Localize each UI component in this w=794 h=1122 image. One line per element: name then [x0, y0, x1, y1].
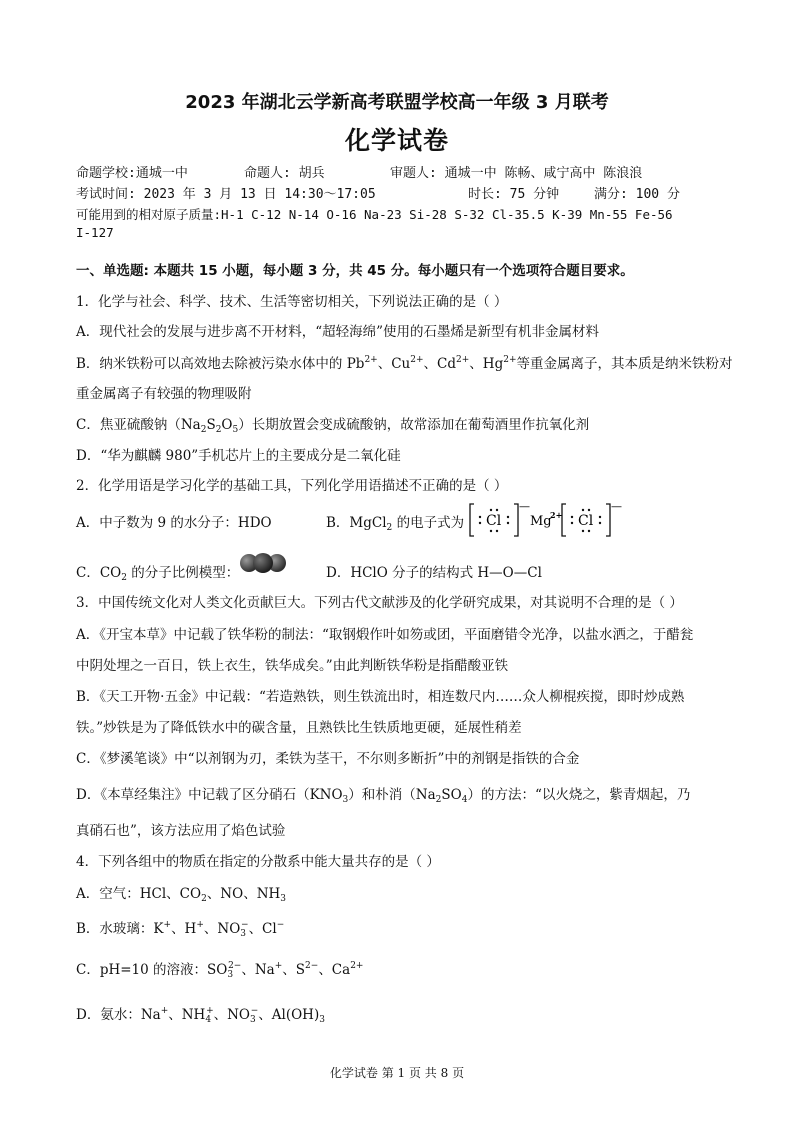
- subscript: 3: [240, 929, 247, 939]
- q1-option-c: [76, 413, 589, 435]
- section-heading: 一、单选题: 本题共 15 小题，每小题 3 分，共 45 分。每小题只有一个选项符合题目要求。: [76, 263, 634, 279]
- q2-b-text: 的电子式为: [392, 515, 465, 531]
- q3-option-a-line2: 中阴处埋之一百日，铁上衣生，铁华成矣。”由此判断铁华粉是指醋酸亚铁: [76, 658, 509, 674]
- charge: 2+: [456, 355, 470, 365]
- charge: −: [276, 920, 285, 930]
- q2-b-text: B．MgCl: [326, 515, 387, 531]
- charge: 2−: [228, 961, 242, 971]
- charge: 2+: [503, 355, 517, 365]
- q1-option-b: [76, 352, 733, 372]
- q4-b-text: 、H: [171, 921, 197, 937]
- q2-option-c: [76, 561, 239, 583]
- meta-reviewer: 审题人: 通城一中 陈畅、咸宁高中 陈浪浪: [390, 166, 643, 181]
- meta-duration: 时长: 75 分钟: [468, 187, 560, 202]
- q1-b-text: 、Cd: [423, 356, 457, 372]
- q4-option-a: [76, 882, 286, 904]
- subscript: 2: [121, 573, 127, 583]
- subscript: 3: [280, 894, 287, 904]
- subscript: 2: [386, 523, 393, 533]
- q2-c-text: 的分子比例模型：: [126, 565, 240, 581]
- q3-option-c: C．《梦溪笔谈》中“以剂钢为刃，柔铁为茎干，不尔则多断折”中的剂钢是指铁的合金: [76, 751, 580, 767]
- meta-time: 考试时间: 2023 年 3 月 13 日 14:30～17:05: [76, 187, 376, 202]
- charge: 2−: [305, 961, 319, 971]
- subscript: 3: [250, 1015, 256, 1025]
- q3-d-text: ）和朴消（Na: [348, 787, 436, 803]
- subscript: 2: [200, 425, 207, 435]
- charge: +: [196, 920, 204, 930]
- mg-charge: 2+: [550, 510, 563, 520]
- meta-author: 命题人: 胡兵: [244, 166, 325, 181]
- charge: −: [241, 920, 249, 930]
- q3-option-d-line1: [76, 783, 690, 805]
- charge-minus-left: —: [519, 500, 530, 513]
- q4-b-text: 、NO: [203, 921, 241, 937]
- subscript: 2: [435, 795, 442, 805]
- q3-d-text: SO: [441, 787, 462, 803]
- q4-c-text: 、Na: [241, 962, 275, 978]
- subscript: 3: [227, 970, 234, 980]
- cl-symbol-left: Cl: [486, 513, 502, 529]
- q2-option-a: A．中子数为 9 的水分子：HDO: [76, 515, 272, 531]
- charge: 2+: [350, 961, 364, 971]
- q1-b-text: 、Hg: [469, 356, 504, 372]
- subscript: 4: [461, 795, 468, 805]
- co2-model-image: [238, 551, 288, 575]
- q4-c-text: 、Ca: [318, 962, 351, 978]
- q1-b-text: B．纳米铁粉可以高效地去除被污染水体中的 Pb: [76, 356, 365, 372]
- q1-option-b-line2: 重金属离子有较强的物理吸附: [76, 386, 252, 402]
- q1-c-text: O: [221, 417, 233, 433]
- q4-stem: 4．下列各组中的物质在指定的分散系中能大量共存的是（ ）: [76, 854, 440, 870]
- charge: −: [250, 1006, 259, 1016]
- charge: 2+: [410, 355, 424, 365]
- q4-d-text: 、NH: [168, 1007, 206, 1023]
- q1-option-d: D．“华为麒麟 980”手机芯片上的主要成分是二氧化硅: [76, 448, 401, 464]
- q1-c-text: ）长期放置会变成硫酸钠，故常添加在葡萄酒里作抗氧化剂: [238, 417, 590, 433]
- page-footer: 化学试卷 第 1 页 共 8 页: [329, 1066, 465, 1080]
- meta-school: 命题学校:通城一中: [76, 166, 188, 181]
- charge: +: [206, 1006, 214, 1016]
- q3-d-text: ）的方法：“以火烧之，紫青烟起，乃: [467, 787, 691, 803]
- q1-option-a: A．现代社会的发展与进步离不开材料，“超轻海绵”使用的石墨烯是新型有机非金属材料: [76, 324, 600, 340]
- mg-symbol: Mg: [530, 514, 552, 529]
- q4-option-b: [76, 917, 284, 939]
- q1-c-text: S: [206, 417, 216, 433]
- q3-option-d-line2: 真硝石也”，该方法应用了焰色试验: [76, 823, 286, 839]
- q4-a-text: A．空气：HCl、CO: [76, 886, 202, 902]
- meta-atomic-masses-cont: I-127: [76, 225, 114, 240]
- cl-symbol-right: Cl: [578, 513, 594, 529]
- subject-title: 化学试卷: [344, 126, 449, 155]
- q2-stem: 2．化学用语是学习化学的基础工具，下列化学用语描述不正确的是（ ）: [76, 478, 508, 494]
- meta-full-score: 满分: 100 分: [594, 187, 680, 202]
- subscript: 2: [201, 894, 207, 904]
- subscript: 5: [232, 425, 239, 435]
- q4-option-d: [76, 1003, 325, 1025]
- q4-c-text: 、S: [282, 962, 306, 978]
- q4-a-text: 、NO、NH: [206, 886, 281, 902]
- charge: 2+: [364, 355, 378, 365]
- q1-b-text: 等重金属离子，其本质是纳米铁粉对: [516, 356, 733, 372]
- q4-option-c: [76, 958, 363, 980]
- q3-option-a-line1: A．《开宝本草》中记载了铁华粉的制法：“取钢煅作叶如笏或团，平面磨错令光净，以盐水洒之，于醋瓮: [76, 627, 694, 643]
- subscript: 4: [205, 1015, 212, 1025]
- q4-b-text: 、Cl: [248, 921, 277, 937]
- q3-d-text: D．《本草经集注》中记载了区分硝石（KNO: [76, 787, 343, 803]
- subscript: 2: [215, 425, 222, 435]
- q4-c-text: C．pH=10 的溶液：SO: [76, 962, 228, 978]
- subscript: 3: [342, 795, 349, 805]
- q2-c-text: C．CO: [76, 565, 122, 581]
- electron-dot-formula: [470, 500, 620, 540]
- q2-option-b: [326, 511, 464, 533]
- charge: +: [163, 920, 172, 930]
- q4-b-text: B．水玻璃：K: [76, 921, 164, 937]
- q3-option-b-line2: 铁。”炒铁是为了降低铁水中的碳含量，且熟铁比生铁质地更硬，延展性稍差: [76, 720, 522, 736]
- q3-stem: 3．中国传统文化对人类文化贡献巨大。下列古代文献涉及的化学研究成果，对其说明不合理的是（ ）: [76, 595, 683, 611]
- q3-option-b-line1: B．《天工开物·五金》中记载：“若造熟铁，则生铁流出时，相连数尺内……众人柳棍疾搅，即时炒成熟: [76, 689, 685, 705]
- q4-d-text: 、Al(OH): [258, 1007, 320, 1023]
- subscript: 3: [319, 1015, 325, 1025]
- q2-option-d: D．HClO 分子的结构式 H—O—Cl: [326, 565, 542, 581]
- charge: +: [274, 961, 283, 971]
- q4-d-text: 、NO: [213, 1007, 250, 1023]
- q1-stem: 1．化学与社会、科学、技术、生活等密切相关，下列说法正确的是（ ）: [76, 294, 508, 310]
- charge: +: [160, 1006, 169, 1016]
- q1-b-text: 、Cu: [377, 356, 411, 372]
- q1-c-text: C．焦亚硫酸钠（Na: [76, 417, 201, 433]
- q4-d-text: D．氨水：Na: [76, 1007, 161, 1023]
- charge-minus-right: —: [611, 500, 622, 513]
- meta-atomic-masses: 可能用到的相对原子质量:H-1 C-12 N-14 O-16 Na-23 Si-28 S-32 Cl-35.5 K-39 Mn-55 Fe-56: [76, 207, 673, 222]
- exam-title: 2023 年湖北云学新高考联盟学校高一年级 3 月联考: [185, 92, 609, 113]
